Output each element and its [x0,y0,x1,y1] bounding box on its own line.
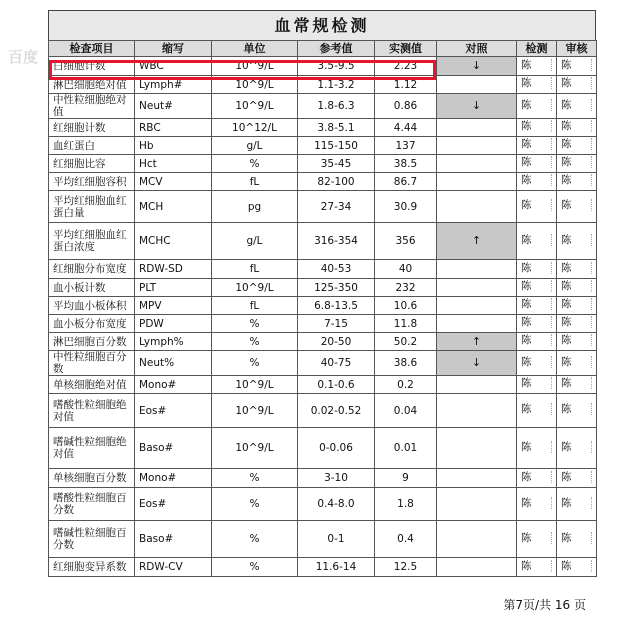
item-reference: 115-150 [298,137,375,155]
item-value: 1.12 [375,76,437,94]
item-tester [517,279,557,297]
item-flag [437,558,517,577]
item-reviewer [557,155,597,173]
table-row [49,558,597,577]
signature: 陈 [521,199,552,211]
table-row [49,376,597,394]
signature: 陈 [521,560,552,572]
table-row [49,488,597,521]
item-tester [517,57,557,76]
item-reviewer [557,191,597,223]
table-row [49,469,597,488]
item-tester [517,76,557,94]
item-tester [517,94,557,119]
table-row [49,191,597,223]
header-row [49,41,597,57]
item-flag [437,260,517,279]
table-row [49,155,597,173]
item-tester [517,297,557,315]
item-reference: 0.02-0.52 [298,394,375,428]
item-tester [517,558,557,577]
item-abbr: Neut# [135,94,212,119]
signature: 陈 [521,356,552,368]
header-name: 检查项目 [49,41,135,57]
signature: 陈 [561,262,592,274]
item-unit: 10^9/L [212,76,298,94]
signature: 陈 [561,77,592,89]
item-unit: % [212,315,298,333]
item-flag [437,76,517,94]
item-tester [517,119,557,137]
item-reference: 3.5-9.5 [298,57,375,76]
item-name: 红细胞计数 [49,119,135,137]
item-reference: 35-45 [298,155,375,173]
item-flag [437,155,517,173]
item-abbr: RDW-SD [135,260,212,279]
item-name: 单核细胞百分数 [49,469,135,488]
signature: 陈 [561,377,592,389]
item-abbr: Baso# [135,521,212,558]
item-value: 0.86 [375,94,437,119]
item-reviewer [557,279,597,297]
header-flag: 对照 [437,41,517,57]
table-row [49,297,597,315]
signature: 陈 [521,99,552,111]
item-value: 137 [375,137,437,155]
header-reviewer: 审核 [557,41,597,57]
item-reference: 0.4-8.0 [298,488,375,521]
item-unit: fL [212,260,298,279]
item-name: 淋巴细胞绝对值 [49,76,135,94]
item-abbr: PLT [135,279,212,297]
item-flag: ↓ [437,94,517,119]
item-name: 嗜碱性粒细胞百分数 [49,521,135,558]
item-reference: 40-75 [298,351,375,376]
table-row [49,94,597,119]
signature: 陈 [521,471,552,483]
item-reviewer [557,223,597,260]
item-flag [437,137,517,155]
signature: 陈 [521,316,552,328]
item-reference: 3-10 [298,469,375,488]
item-reference: 11.6-14 [298,558,375,577]
table-row [49,521,597,558]
item-unit: % [212,155,298,173]
signature: 陈 [521,138,552,150]
item-name: 平均红细胞血红蛋白浓度 [49,223,135,260]
watermark-text: 百度 [8,48,39,66]
signature: 陈 [521,532,552,544]
item-abbr: PDW [135,315,212,333]
table-row [49,260,597,279]
item-reference: 1.1-3.2 [298,76,375,94]
table-row [49,315,597,333]
results-body [49,57,597,577]
signature: 陈 [561,174,592,186]
item-tester [517,223,557,260]
signature: 陈 [561,156,592,168]
signature: 陈 [521,334,552,346]
item-tester [517,137,557,155]
signature: 陈 [561,298,592,310]
item-flag [437,469,517,488]
item-reviewer [557,558,597,577]
item-name: 中性粒细胞百分数 [49,351,135,376]
item-unit: pg [212,191,298,223]
signature: 陈 [561,497,592,509]
header-tester: 检测 [517,41,557,57]
page-number: 第7页/共 16 页 [503,598,586,612]
item-reviewer [557,394,597,428]
signature: 陈 [521,377,552,389]
item-name: 红细胞分布宽度 [49,260,135,279]
item-value: 40 [375,260,437,279]
item-tester [517,488,557,521]
item-tester [517,260,557,279]
item-tester [517,155,557,173]
item-reviewer [557,76,597,94]
item-unit: 10^12/L [212,119,298,137]
signature: 陈 [521,59,552,71]
item-unit: fL [212,173,298,191]
item-tester [517,351,557,376]
item-value: 86.7 [375,173,437,191]
signature: 陈 [561,403,592,415]
item-flag [437,297,517,315]
item-unit: 10^9/L [212,428,298,469]
item-unit: 10^9/L [212,394,298,428]
item-reference: 0-1 [298,521,375,558]
item-abbr: Neut% [135,351,212,376]
item-value: 12.5 [375,558,437,577]
table-row [49,428,597,469]
item-value: 356 [375,223,437,260]
item-unit: % [212,469,298,488]
header-ref: 参考值 [298,41,375,57]
item-abbr: RDW-CV [135,558,212,577]
signature: 陈 [561,138,592,150]
item-name: 血小板计数 [49,279,135,297]
signature: 陈 [561,334,592,346]
results-table [48,40,597,577]
item-reviewer [557,376,597,394]
item-reference: 40-53 [298,260,375,279]
item-abbr: MCH [135,191,212,223]
item-unit: 10^9/L [212,57,298,76]
item-tester [517,315,557,333]
item-unit: % [212,558,298,577]
header-unit: 单位 [212,41,298,57]
report-title: 血常规检测 [48,10,596,40]
signature: 陈 [561,532,592,544]
signature: 陈 [561,316,592,328]
item-name: 平均血小板体积 [49,297,135,315]
item-tester [517,191,557,223]
item-flag [437,173,517,191]
item-tester [517,428,557,469]
item-tester [517,333,557,351]
item-abbr: Lymph% [135,333,212,351]
item-reference: 3.8-5.1 [298,119,375,137]
item-name: 血红蛋白 [49,137,135,155]
item-abbr: RBC [135,119,212,137]
item-reference: 0.1-0.6 [298,376,375,394]
table-row [49,137,597,155]
table-row [49,57,597,76]
item-tester [517,394,557,428]
item-unit: % [212,521,298,558]
signature: 陈 [521,174,552,186]
signature: 陈 [561,356,592,368]
item-value: 0.4 [375,521,437,558]
item-reference: 82-100 [298,173,375,191]
item-reviewer [557,315,597,333]
item-value: 1.8 [375,488,437,521]
item-reviewer [557,119,597,137]
signature: 陈 [521,262,552,274]
item-unit: 10^9/L [212,376,298,394]
item-name: 单核细胞绝对值 [49,376,135,394]
item-tester [517,173,557,191]
item-flag [437,119,517,137]
signature: 陈 [561,59,592,71]
item-reviewer [557,94,597,119]
signature: 陈 [561,560,592,572]
table-row [49,76,597,94]
table-row [49,351,597,376]
item-flag [437,191,517,223]
item-abbr: WBC [135,57,212,76]
item-reviewer [557,297,597,315]
item-flag: ↑ [437,333,517,351]
item-reference: 1.8-6.3 [298,94,375,119]
item-value: 38.6 [375,351,437,376]
item-abbr: Eos# [135,394,212,428]
item-abbr: Lymph# [135,76,212,94]
table-row [49,394,597,428]
signature: 陈 [521,280,552,292]
item-unit: % [212,351,298,376]
item-flag [437,428,517,469]
item-abbr: MPV [135,297,212,315]
item-value: 9 [375,469,437,488]
item-unit: % [212,333,298,351]
item-value: 0.2 [375,376,437,394]
item-abbr: Baso# [135,428,212,469]
item-flag [437,521,517,558]
header-value: 实测值 [375,41,437,57]
item-value: 232 [375,279,437,297]
signature: 陈 [521,298,552,310]
item-reference: 125-350 [298,279,375,297]
item-abbr: Mono# [135,469,212,488]
item-value: 38.5 [375,155,437,173]
item-reviewer [557,521,597,558]
item-reviewer [557,57,597,76]
item-value: 0.04 [375,394,437,428]
item-reference: 316-354 [298,223,375,260]
item-reviewer [557,333,597,351]
table-row [49,279,597,297]
signature: 陈 [561,441,592,453]
item-name: 白细胞计数 [49,57,135,76]
table-row [49,119,597,137]
item-flag: ↑ [437,223,517,260]
item-name: 淋巴细胞百分数 [49,333,135,351]
table-row [49,333,597,351]
table-row [49,173,597,191]
item-unit: 10^9/L [212,94,298,119]
item-unit: % [212,488,298,521]
item-reviewer [557,428,597,469]
signature: 陈 [561,234,592,246]
signature: 陈 [561,120,592,132]
item-name: 嗜酸性粒细胞百分数 [49,488,135,521]
item-reviewer [557,488,597,521]
item-flag [437,376,517,394]
header-abbr: 缩写 [135,41,212,57]
item-tester [517,521,557,558]
item-tester [517,469,557,488]
item-flag [437,279,517,297]
signature: 陈 [561,99,592,111]
item-name: 平均红细胞血红蛋白量 [49,191,135,223]
item-value: 0.01 [375,428,437,469]
item-value: 2.23 [375,57,437,76]
item-flag [437,315,517,333]
item-reviewer [557,469,597,488]
item-tester [517,376,557,394]
item-name: 中性粒细胞绝对值 [49,94,135,119]
item-value: 4.44 [375,119,437,137]
item-flag: ↓ [437,351,517,376]
signature: 陈 [521,120,552,132]
item-flag [437,394,517,428]
item-reference: 27-34 [298,191,375,223]
item-unit: g/L [212,137,298,155]
signature: 陈 [521,156,552,168]
item-reference: 20-50 [298,333,375,351]
item-unit: fL [212,297,298,315]
item-value: 10.6 [375,297,437,315]
signature: 陈 [521,234,552,246]
signature: 陈 [521,403,552,415]
item-abbr: MCHC [135,223,212,260]
item-name: 红细胞比容 [49,155,135,173]
item-unit: 10^9/L [212,279,298,297]
item-name: 平均红细胞容积 [49,173,135,191]
item-name: 红细胞变异系数 [49,558,135,577]
item-flag [437,488,517,521]
item-reviewer [557,351,597,376]
signature: 陈 [521,441,552,453]
item-name: 血小板分布宽度 [49,315,135,333]
item-value: 50.2 [375,333,437,351]
signature: 陈 [561,199,592,211]
item-reference: 6.8-13.5 [298,297,375,315]
item-flag: ↓ [437,57,517,76]
item-name: 嗜碱性粒细胞绝对值 [49,428,135,469]
item-abbr: Mono# [135,376,212,394]
lab-report [48,10,596,577]
signature: 陈 [561,280,592,292]
item-value: 30.9 [375,191,437,223]
item-unit: g/L [212,223,298,260]
item-reference: 0-0.06 [298,428,375,469]
signature: 陈 [521,77,552,89]
item-abbr: Hb [135,137,212,155]
table-row [49,223,597,260]
item-abbr: Hct [135,155,212,173]
item-abbr: Eos# [135,488,212,521]
item-reviewer [557,260,597,279]
item-reference: 7-15 [298,315,375,333]
item-reviewer [557,173,597,191]
signature: 陈 [521,497,552,509]
item-reviewer [557,137,597,155]
signature: 陈 [561,471,592,483]
item-abbr: MCV [135,173,212,191]
item-name: 嗜酸性粒细胞绝对值 [49,394,135,428]
item-value: 11.8 [375,315,437,333]
